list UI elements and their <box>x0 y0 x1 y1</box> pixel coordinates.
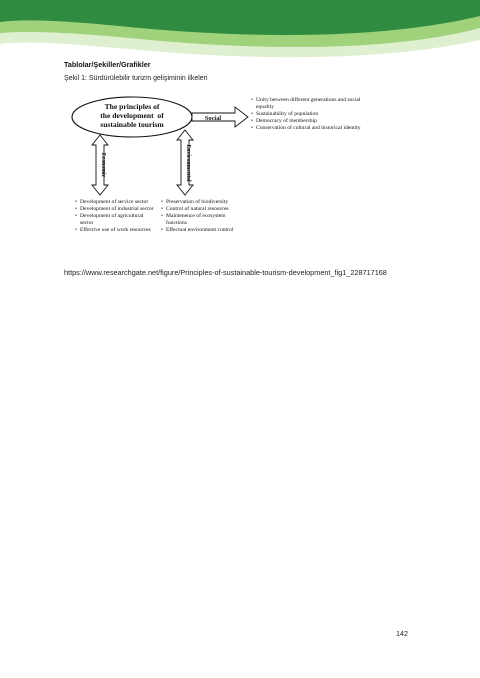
list-item: • Effective use of work resources <box>75 227 157 234</box>
list-item: • Conservation of cultural and historical identity <box>251 125 371 132</box>
list-item: • Control of natural resources <box>161 206 247 213</box>
environmental-label: Environmental <box>185 144 191 182</box>
list-item: • Democracy of membership <box>251 118 371 125</box>
list-item: • Development of agricultural sector <box>75 213 157 227</box>
economic-principles-list <box>75 199 157 234</box>
list-item: • Development of service sector <box>75 199 157 206</box>
list-item: • Development of industrial sector <box>75 206 157 213</box>
center-title-line-3: sustainable tourism <box>100 120 164 129</box>
list-item: • Sustainability of population <box>251 111 371 118</box>
economic-label: Economic <box>100 152 106 178</box>
page-number: 142 <box>396 629 408 638</box>
source-link[interactable]: https://www.researchgate.net/figure/Principles-of-sustainable-tourism-development_fig1_228717168 <box>64 268 387 277</box>
list-item: • Unity between different generations and social equality <box>251 97 371 111</box>
figure-caption: Şekil 1: Sürdürülebilir turizm gelişiminin ilkeleri <box>64 75 208 82</box>
list-item: • Maintenence of ecosystem functions <box>161 213 247 227</box>
environmental-principles-list <box>161 199 247 234</box>
social-label: Social <box>204 115 222 122</box>
section-heading: Tablolar/Şekiller/Grafikler <box>64 60 151 69</box>
center-title-line-1: The principles of <box>104 102 160 111</box>
center-title-line-2: the development of <box>100 111 164 120</box>
list-item: • Preservation of biodiversity <box>161 199 247 206</box>
list-item: • Effectual environment control <box>161 227 247 234</box>
social-principles-list <box>251 97 371 132</box>
